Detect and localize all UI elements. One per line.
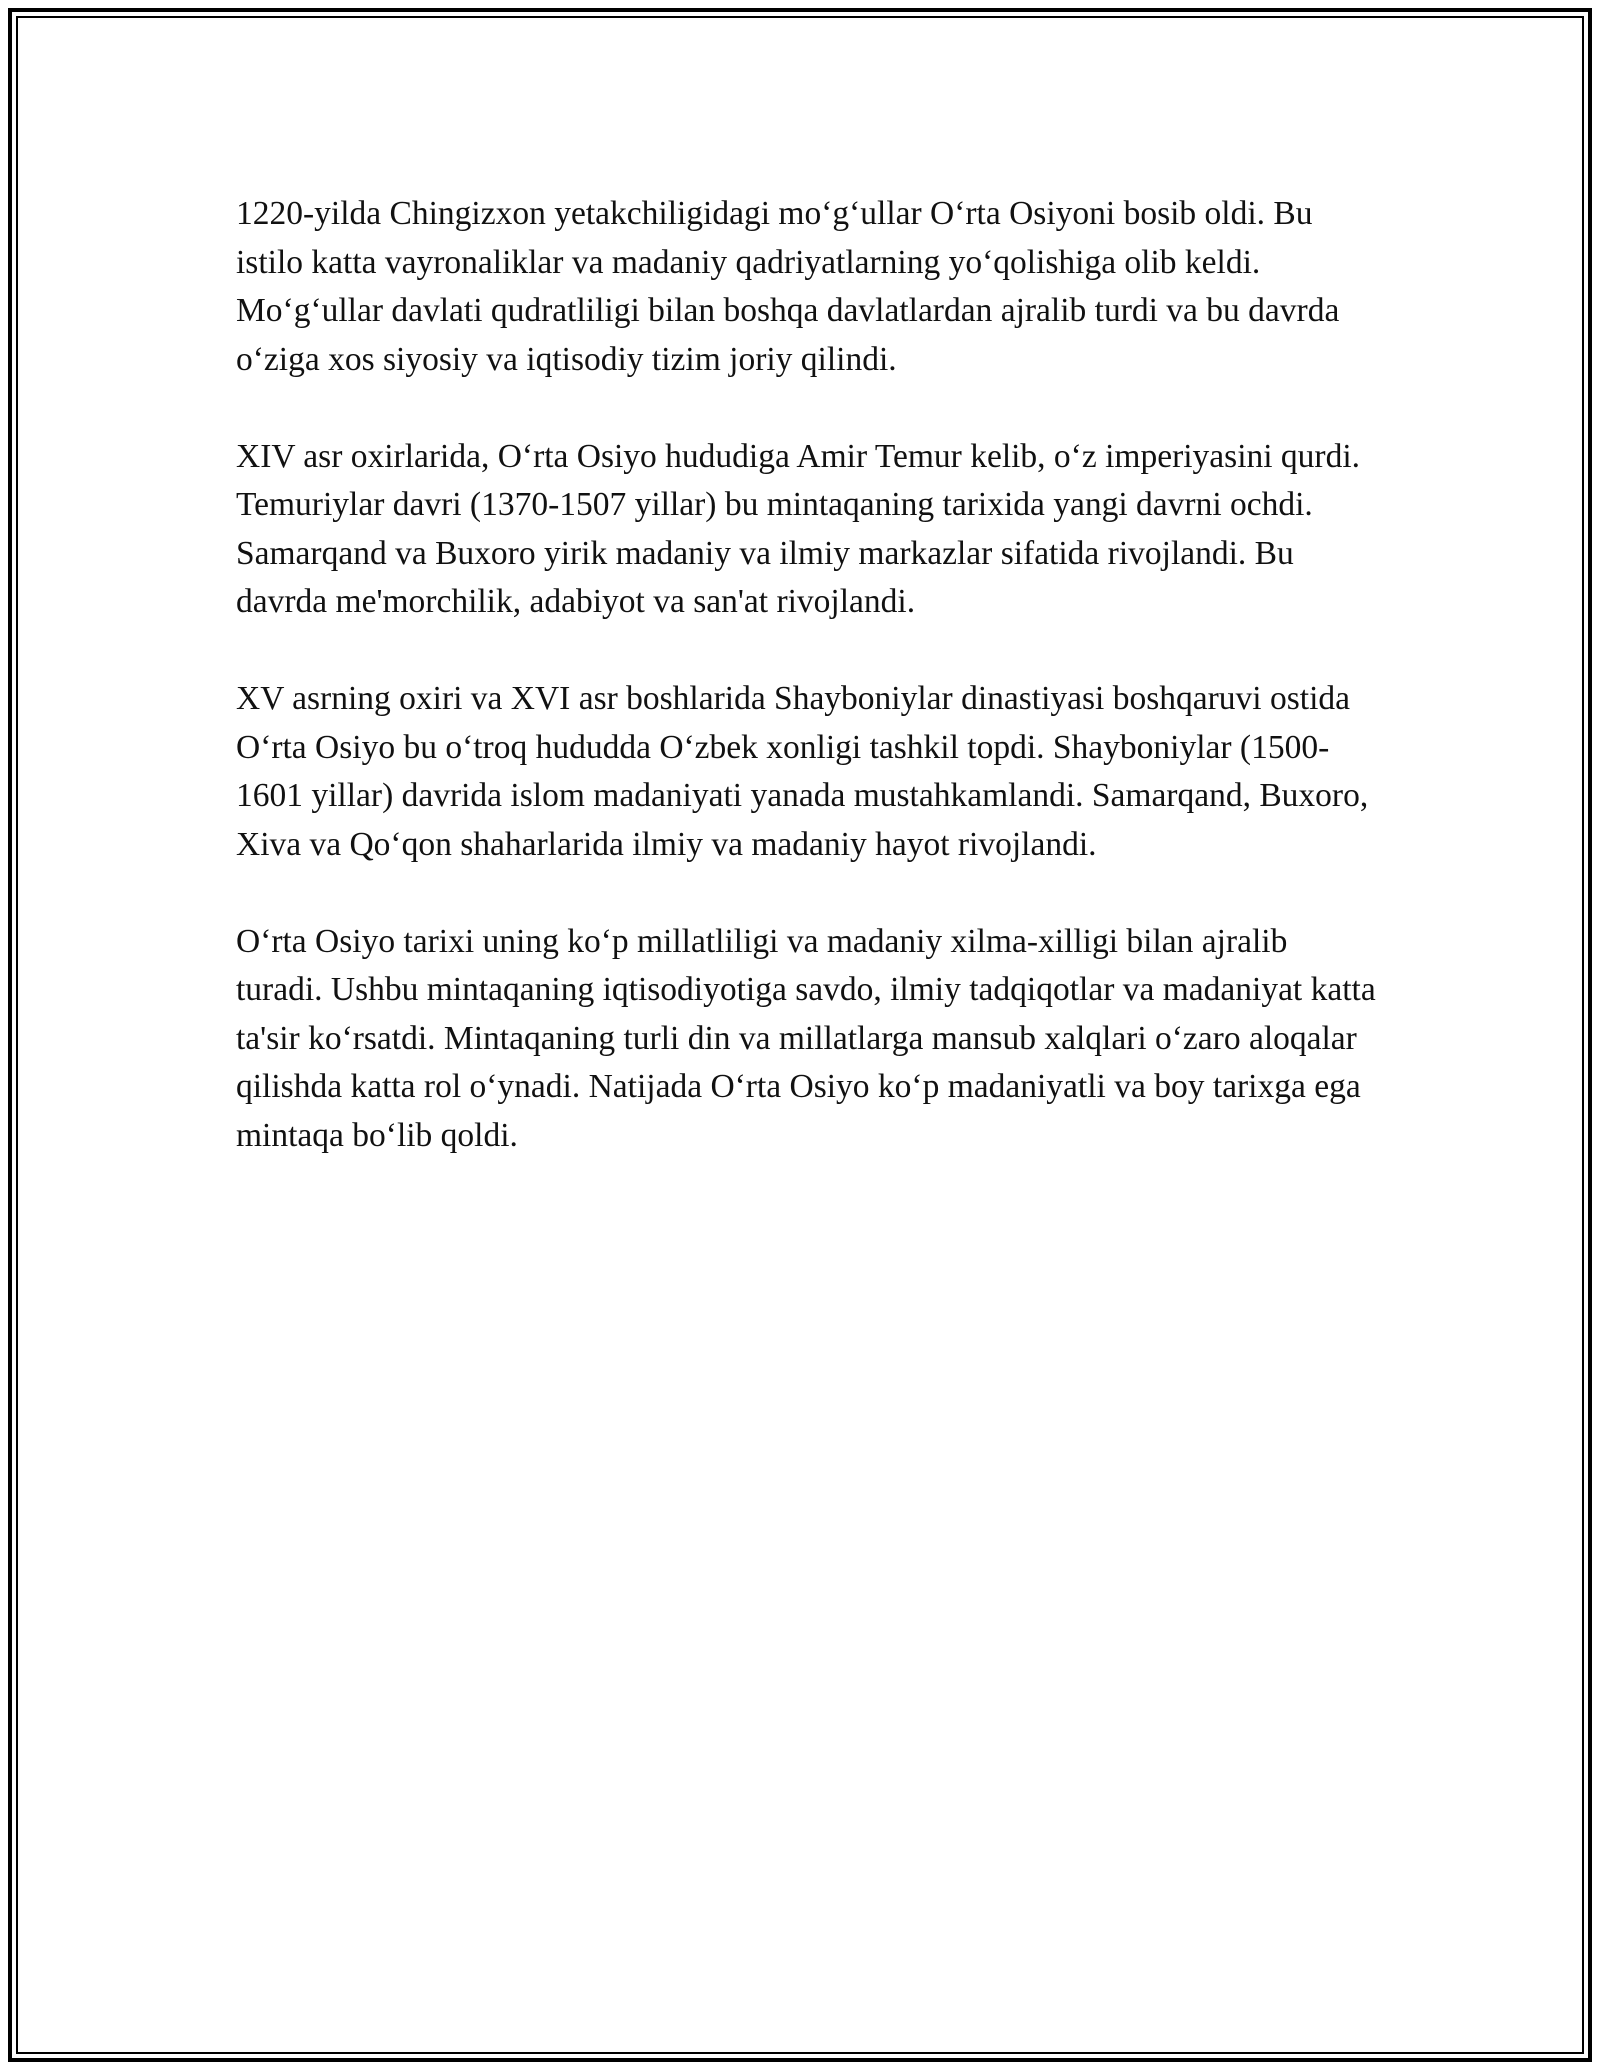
paragraph-diversity-summary: O‘rta Osiyo tarixi uning ko‘p millatliligi va madaniy xilma-xilligi bilan ajralib turadi. Ushbu mintaqaning iqtisodiyotiga savdo, ilmiy tadqiqotlar va madaniyat katta ta'sir ko‘rsatdi. Mintaqaning turli din va millatlarga mansub xalqlari o‘zaro aloqalar qilishda katta rol o‘ynadi. Natijada O‘rta Osiyo ko‘p madaniyatli va boy tarixga ega mintaqa bo‘lib qoldi.: [236, 922, 1376, 1154]
paragraph-shaybanid-era: XV asrning oxiri va XVI asr boshlarida Shayboniylar dinastiyasi boshqaruvi ostida O‘rta Osiyo bu o‘troq hududda O‘zbek xonligi tashkil topdi. Shayboniylar (1500-1601 yillar) davrida islom madaniyati yanada mustahkamlandi. Samarqand, Buxoro, Xiva va Qo‘qon shaharlarida ilmiy va madaniy hayot rivojlandi.: [236, 680, 1369, 863]
paragraph-timurid-era: XIV asr oxirlarida, O‘rta Osiyo hududiga Amir Temur kelib, o‘z imperiyasini qurdi. Temuriylar davri (1370-1507 yillar) bu mintaqaning tarixida yangi davrni ochdi. Samarqand va Buxoro yirik madaniy va ilmiy markazlar sifatida rivojlandi. Bu davrda me'morchilik, adabiyot va san'at rivojlandi.: [236, 437, 1361, 620]
document-body: [236, 190, 1376, 1209]
paragraph-mongol-conquest: 1220-yilda Chingizxon yetakchiligidagi mo‘g‘ullar O‘rta Osiyoni bosib oldi. Bu istilo katta vayronaliklar va madaniy qadriyatlarning yo‘qolishiga olib keldi. Mo‘g‘ullar davlati qudratliligi bilan boshqa davlatlardan ajralib turdi va bu davrda o‘ziga xos siyosiy va iqtisodiy tizim joriy qilindi.: [236, 195, 1340, 378]
